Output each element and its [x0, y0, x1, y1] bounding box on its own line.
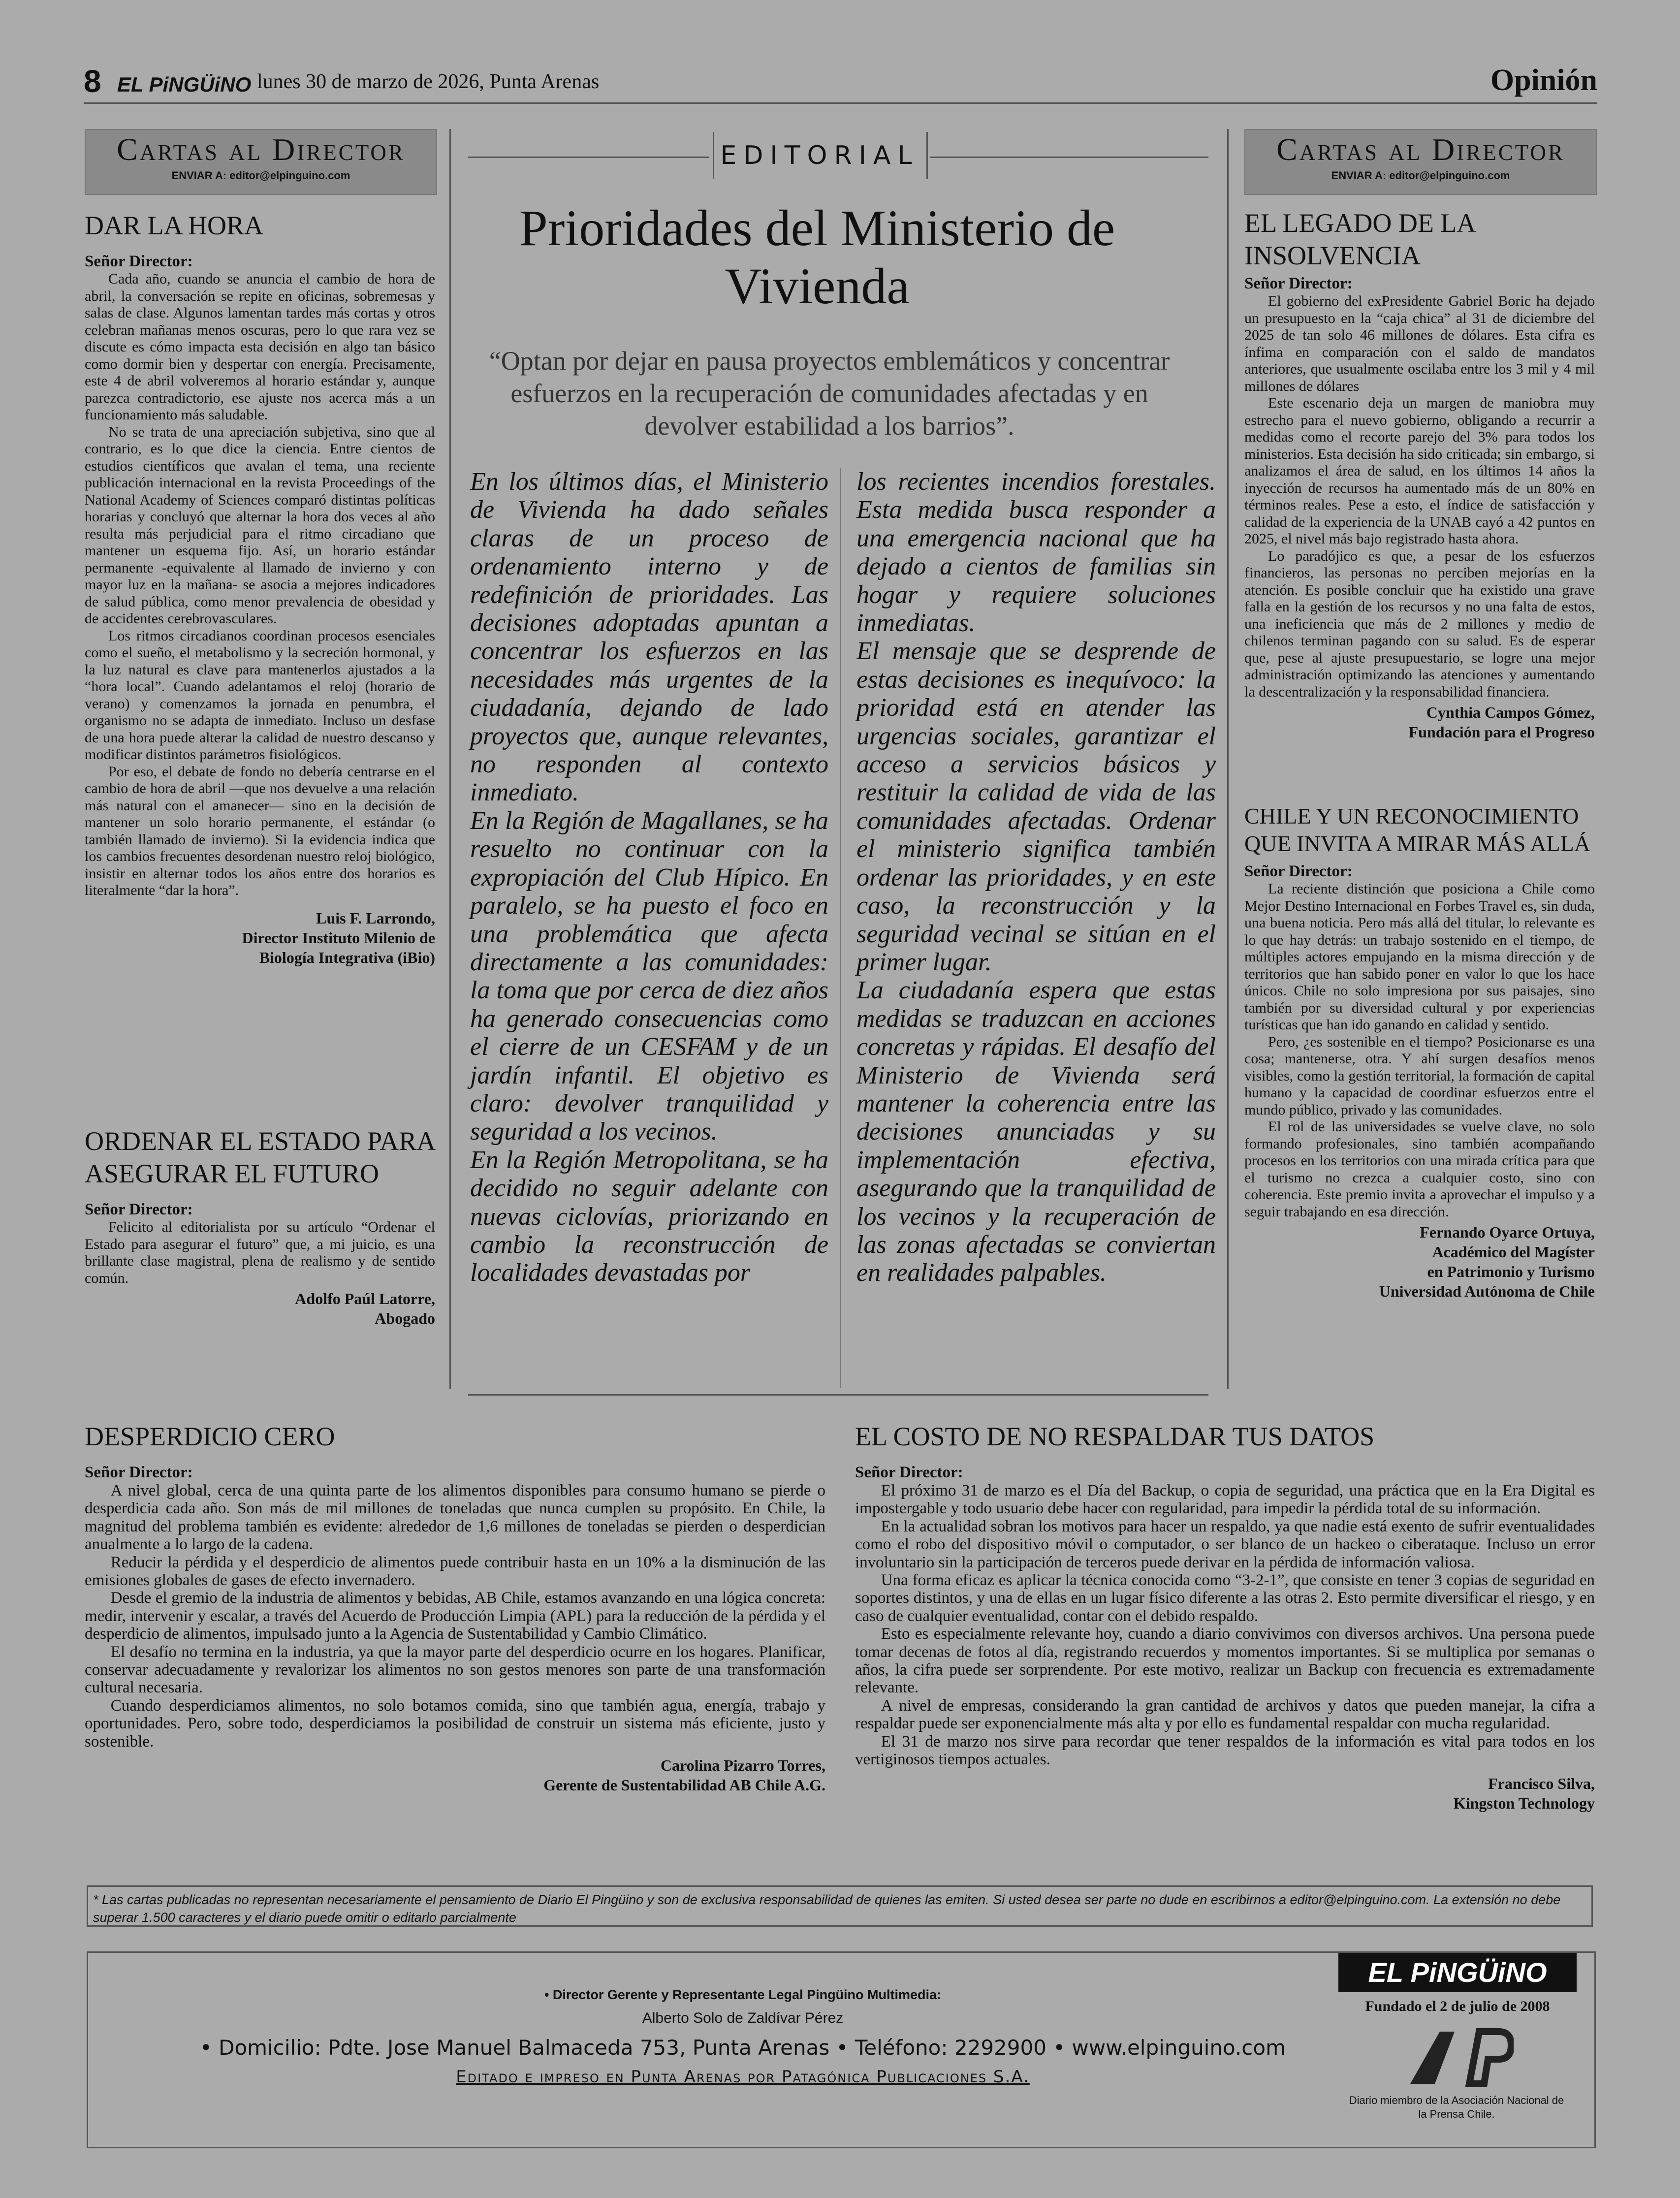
letter-paragraph: Cada año, cuando se anuncia el cambio de hora de abril, la conversación se repite en oficinas, sobremesas y salas de clase. Algunos lamentan tardes más cortas y otros celebran mañanas menos oscuras, pero lo que rara vez se discute es cómo impacta esta decisión en algo tan básico como dormir bien y despertar con energía. Precisamente, este 4 de abril volveremos al horario estándar y, aunque parezca contradictorio, ese ajuste nos acerca más a un funcionamiento más saludable.	[85, 271, 435, 423]
signature-line: Luis F. Larrondo,	[316, 909, 435, 927]
section-name: Opinión	[1490, 64, 1597, 97]
letter-paragraph: Desde el gremio de la industria de alimentos y bebidas, AB Chile, estamos avanzando en una lógica concreta: medir, intervenir y escalar, a través del Acuerdo de Producción Limpia (APL) para la reducción de la pérdida y el desperdicio de alimentos, impulsado junto a la Agencia de Sustentabilidad y Cambio Climático.	[85, 1589, 825, 1643]
letter-signature	[1244, 702, 1595, 742]
letter-desperdicio-cero	[85, 1420, 825, 1795]
editorial-column-rule	[840, 468, 841, 1388]
disclaimer-box: * Las cartas publicadas no representan necesariamente el pensamiento de Diario El Pingüino y son de exclusiva responsabilidad de quienes las emiten. Si usted desea ser parte no dude en escribirnos a editor@elpinguino.com. La extensión no debe superar 1.500 caracteres y el diario puede omitir o editarlo parcialmente	[87, 1885, 1593, 1927]
cartas-email[interactable]: ENVIAR A: editor@elpinguino.com	[171, 169, 350, 182]
editorial-label: EDITORIAL	[720, 141, 919, 170]
letter-paragraph: Este escenario deja un margen de maniobra muy estrecho para el nuevo gobierno, obligando a recurrir a medidas como el recorte parejo del 3% para todos los ministerios. Esta decisión ha sido criticada; sin embargo, si analizamos el área de salud, en los últimos 14 años la inyección de recursos ha aumentado más de un 80% en términos reales. Pese a esto, el índice de satisfacción y calidad de la experiencia de la UNAB cayó a 42 puntos en 2025, el nivel más bajo registrado hasta ahora.	[1244, 395, 1595, 547]
letter-paragraph: El 31 de marzo nos sirve para recordar que tener respaldos de la información es vital para todos en los vertiginosos tiempos actuales.	[855, 1732, 1595, 1769]
signature-line: Cynthia Campos Gómez,	[1426, 703, 1595, 721]
cartas-email[interactable]: ENVIAR A: editor@elpinguino.com	[1331, 169, 1510, 182]
signature-line: Adolfo Paúl Latorre,	[295, 1290, 435, 1307]
signature-line: Biología Integrativa (iBio)	[259, 948, 435, 966]
letter-legado-insolvencia	[1244, 207, 1595, 742]
letter-salutation: Señor Director:	[85, 253, 193, 270]
signature-line: Kingston Technology	[1453, 1794, 1595, 1812]
letter-salutation: Señor Director:	[85, 1201, 193, 1218]
letter-title: EL COSTO DE NO RESPALDAR TUS DATOS	[855, 1422, 1375, 1451]
signature-line: Académico del Magíster	[1432, 1243, 1595, 1261]
cartas-box-left	[85, 129, 437, 195]
letter-paragraph: Una forma eficaz es aplicar la técnica conocida como “3-2-1”, que consiste en tener 3 copias de seguridad en soportes distintos, y una de ellas en un lugar físico diferente a las otras 2. Esto permite diversificar el riesgo, y en caso de cualquier eventualidad, contar con el debido respaldo.	[855, 1571, 1595, 1625]
anp-logo-icon	[1405, 2022, 1514, 2089]
editorial-bottom-rule	[468, 1394, 1208, 1396]
letter-paragraph: Reducir la pérdida y el desperdicio de alimentos puede contribuir hasta en un 10% a la disminución de las emisiones globales de gases de efecto invernadero.	[85, 1553, 825, 1590]
footer-role: • Director Gerente y Representante Legal Pingüino Multimedia:	[544, 1987, 942, 2002]
letter-salutation: Señor Director:	[85, 1464, 193, 1481]
letter-chile-reconocimiento	[1244, 802, 1595, 1301]
editorial-column-1	[470, 468, 828, 1287]
letter-signature	[85, 1289, 435, 1328]
letter-title: DAR LA HORA	[85, 211, 264, 240]
letter-salutation: Señor Director:	[855, 1464, 963, 1481]
cartas-title: Cartas al Director	[117, 132, 405, 167]
letter-ordenar-estado	[85, 1125, 435, 1328]
letter-paragraph: El desafío no termina en la industria, ya que la mayor parte del desperdicio ocurre en los hogares. Planificar, conservar adecuadamente y revalorizar los alimentos no son gestos menores son parte de una transformación cultural necesaria.	[85, 1643, 825, 1697]
editorial-title: Prioridades del Ministerio de Vivienda	[519, 200, 1115, 315]
anp-logo-svg	[1405, 2022, 1514, 2089]
footer-director: Alberto Solo de Zaldívar Pérez	[642, 2010, 844, 2026]
signature-line: Carolina Pizarro Torres,	[660, 1756, 825, 1775]
signature-line: en Patrimonio y Turismo	[1427, 1263, 1595, 1280]
signature-line: Universidad Autónoma de Chile	[1379, 1282, 1595, 1300]
letter-title: ORDENAR EL ESTADO PARA ASEGURAR EL FUTURO	[85, 1126, 435, 1188]
page-header	[84, 63, 1597, 104]
letter-paragraph: Pero, ¿es sostenible en el tiempo? Posicionarse es una cosa; mantenerse, otra. Y ahí surgen desafíos menos visibles, como la gestión territorial, la formación de capital humano y la capacidad de coordinar esfuerzos entre el mundo público, privado y las comunidades.	[1244, 1033, 1595, 1118]
letter-paragraph: El próximo 31 de marzo es el Día del Backup, o copia de seguridad, una práctica que en la Era Digital es impostergable y todo usuario debe hacer con regularidad, para impedir la pérdida total de su información.	[855, 1482, 1595, 1518]
column-rule	[449, 129, 451, 1389]
letter-salutation: Señor Director:	[1244, 275, 1353, 292]
editorial-rule	[926, 132, 928, 179]
editorial-rule	[468, 157, 709, 158]
letter-signature	[85, 908, 435, 967]
letter-paragraph: A nivel global, cerca de una quinta parte de los alimentos disponibles para consumo humano se pierde o desperdicia cada año. Son más de mil millones de toneladas que nunca cumplen su propósito. En Chile, la magnitud del problema también es evidente: alrededor de 1,6 millones de toneladas se pierden o desperdician anualmente a lo largo de la cadena.	[85, 1482, 825, 1554]
signature-line: Gerente de Sustentabilidad AB Chile A.G.	[543, 1776, 825, 1794]
editorial-rule	[930, 157, 1208, 158]
editorial-paragraph: En la Región de Magallanes, se ha resuelto no continuar con la expropiación del Club Hípico. En paralelo, se ha puesto el foco en una problemática que afecta directamente a las comunidades: la toma que por cerca de diez años ha generado consecuencias como el cierre de un CESFAM y de un jardín infantil. El objetivo es claro: devolver tranquilidad y seguridad a los vecinos.	[470, 806, 828, 1146]
letter-paragraph: No se trata de una apreciación subjetiva, sino que al contrario, es lo que dice la ciencia. Entre cientos de estudios científicos que avalan el tema, una reciente publicación internacional en la revista Proceedings of the National Academy of Sciences comparó distintas políticas horarias y concluyó que alternar la hora dos veces al año resulta más perjudicial para el ritmo circadiano que mantener un esquema fijo. Así, un horario estándar permanente -equivalente al llamado de invierno y con mayor luz en la mañana- se asocia a mejores indicadores de salud pública, como menor prevalencia de obesidad y de accidentes cerebrovasculares.	[85, 423, 435, 627]
letter-paragraph: A nivel de empresas, considerando la gran cantidad de archivos y datos que pueden manejar, la cifra a respaldar puede ser exponencialmente más alta y por ello es fundamental respaldar con mucha regularidad.	[855, 1696, 1595, 1733]
letter-paragraph: Felicito al editorialista por su artículo “Ordenar el Estado para asegurar el futuro” que, a mi juicio, es una brillante clase magistral, plena de realismo y de sentido común.	[85, 1219, 435, 1286]
letter-title: CHILE Y UN RECONOCIMIENTO QUE INVITA A MIRAR MÁS ALLÁ	[1244, 803, 1590, 856]
letter-signature	[855, 1774, 1595, 1813]
letter-costo-respaldar	[855, 1420, 1595, 1813]
cartas-title: Cartas al Director	[1276, 132, 1565, 167]
editorial-paragraph: En la Región Metropolitana, se ha decidido no seguir adelante con nuevas ciclovías, priorizando en cambio la reconstrucción de localidades devastadas por	[470, 1146, 828, 1287]
signature-line: Abogado	[375, 1309, 435, 1327]
editorial-paragraph: El mensaje que se desprende de estas decisiones es inequívoco: la prioridad está en atender las urgencias sociales, garantizar el acceso a servicios básicos y restituir la calidad de vida de las comunidades afectadas. Ordenar el ministerio significa también ordenar las prioridades, y en este caso, la reconstrucción y la seguridad vecinal se sitúan en el primer lugar.	[856, 637, 1216, 976]
footer-founded: Fundado el 2 de julio de 2008	[1365, 1998, 1550, 2014]
letter-paragraph: El gobierno del exPresidente Gabriel Boric ha dejado un presupuesto en la “caja chica” al 31 de diciembre del 2025 de tan solo 46 millones de dólares. Esta cifra es ínfima en comparación con el saldo de mandatos anteriores, que usualmente oscilaba entre los 3 mil y 4 mil millones de dólares	[1244, 293, 1595, 394]
column-rule	[1227, 129, 1229, 1389]
letter-signature	[85, 1755, 825, 1795]
anp-caption: Diario miembro de la Asociación Nacional de la Prensa Chile.	[1349, 2094, 1564, 2120]
footer-logo: EL PiNGÜiNO	[1338, 1953, 1577, 1992]
editorial-lead: “Optan por dejar en pausa proyectos emblemáticos y concentrar esfuerzos en la recuperación de comunidades afectadas y en devolver estabilidad a los barrios”.	[489, 346, 1170, 441]
signature-line: Fundación para el Progreso	[1408, 723, 1595, 741]
letter-paragraph: Esto es especialmente relevante hoy, cuando a diario convivimos con diversos archivos. Una persona puede tomar decenas de fotos al día, registrando recuerdos y momentos importantes. Si se multiplica por semanas o años, la cifra puede ser sorprendente. Por este motivo, realizar un Backup con frecuencia es extremadamente relevante.	[855, 1625, 1595, 1697]
letter-salutation: Señor Director:	[1244, 862, 1353, 880]
editorial-paragraph: En los últimos días, el Ministerio de Vivienda ha dado señales claras de un proceso de ordenamiento interno y de redefinición de prioridades. Las decisiones adoptadas apuntan a concentrar los esfuerzos en las necesidades más urgentes de la ciudadanía, dejando de lado proyectos que, aunque relevantes, no responden al contexto inmediato.	[470, 468, 828, 807]
masthead-logo: EL PiNGÜiNO	[117, 73, 252, 96]
letter-paragraph: Cuando desperdiciamos alimentos, no solo botamos comida, sino que también agua, energía, trabajo y oportunidades. Pero, sobre todo, desperdiciamos la posibilidad de construir un sistema más eficiente, justo y sostenible.	[85, 1696, 825, 1751]
letter-dar-la-hora	[85, 209, 435, 967]
letter-paragraph: Por eso, el debate de fondo no debería centrarse en el cambio de hora de abril —que nos devuelve a una relación más natural con el amanecer— sino en la decisión de mantener un solo horario permanente, el estándar (o también llamado de invierno). Si la evidencia indica que los cambios frecuentes desordenan nuestro reloj biológico, insistir en alternar todos los años entre dos horarios es literalmente “dar la hora”.	[85, 763, 435, 898]
letter-signature	[1244, 1222, 1595, 1301]
footer-box	[87, 1951, 1596, 2148]
signature-line: Francisco Silva,	[1488, 1774, 1595, 1792]
letter-title: EL LEGADO DE LA INSOLVENCIA	[1244, 208, 1475, 270]
letter-paragraph: Los ritmos circadianos coordinan procesos esenciales como el sueño, el metabolismo y la secreción hormonal, y la luz natural es clave para mantenerlos ajustados a la “hora local”. Cuando adelantamos el reloj (horario de verano) y comenzamos la jornada en penumbra, el organismo no se adapta de inmediato. Incluso un desfase de una hora puede alterar la calidad de nuestro descanso y modificar distintos parámetros fisiológicos.	[85, 627, 435, 763]
signature-line: Fernando Oyarce Ortuya,	[1420, 1223, 1595, 1241]
cartas-box-right	[1244, 129, 1597, 195]
editorial-paragraph: La ciudadanía espera que estas medidas se traduzcan en acciones concretas y rápidas. El desafío del Ministerio de Vivienda será mantener la coherencia entre las decisiones anunciadas y su implementación efectiva, asegurando que la tranquilidad de los vecinos y la recuperación de las zonas afectadas se conviertan en realidades palpables.	[856, 976, 1216, 1287]
footer-printed: Editado e impreso en Punta Arenas por Patagónica Publicaciones S.A.	[456, 2067, 1030, 2087]
editorial-column-2	[856, 468, 1216, 1287]
editorial-paragraph: los recientes incendios forestales. Esta medida busca responder a una emergencia nacional que ha dejado a cientos de familias sin hogar y requiere soluciones inmediatas.	[856, 468, 1216, 637]
letter-paragraph: La reciente distinción que posiciona a Chile como Mejor Destino Internacional en Forbes Travel es, sin duda, una buena noticia. Pero más allá del titular, lo relevante es lo que hay detrás: un trabajo sostenido en el tiempo, de múltiples actores empujando en la misma dirección y de territorios que han sabido poner en valor lo que los hace únicos. Chile no solo impresiona por sus paisajes, sino también por su diversidad cultural y por experiencias turísticas que han ido ganando en calidad y sentido.	[1244, 881, 1595, 1033]
letter-paragraph: El rol de las universidades se vuelve clave, no solo formando profesionales, sino también acompañando procesos en los territorios con una mirada crítica para que el turismo no crezca a cualquier costo, sino con coherencia. Este premio invita a aprovechar el impulso y a seguir trabajando en esa dirección.	[1244, 1118, 1595, 1220]
page-number: 8	[84, 64, 101, 99]
letter-paragraph: Lo paradójico es que, a pesar de los esfuerzos financieros, las personas no perciben mejorías en la atención. Es posible concluir que ha existido una grave falla en la gestión de los recursos y no una falta de estos, una ineficiencia que más de 2 millones y medio de chilenos terminan pagando con su salud. Es de esperar que, pese al ajuste presupuestario, se logre una mejor administración optimizando las atenciones y aumentando la descentralización y la responsabilidad financiera.	[1244, 547, 1595, 700]
letter-title: DESPERDICIO CERO	[85, 1422, 335, 1451]
footer-address: • Domicilio: Pdte. Jose Manuel Balmaceda 753, Punta Arenas • Teléfono: 2292900 • www.elpinguino.com	[200, 2036, 1286, 2060]
dateline: lunes 30 de marzo de 2026, Punta Arenas	[257, 70, 600, 93]
signature-line: Director Instituto Milenio de	[242, 928, 435, 947]
letter-paragraph: En la actualidad sobran los motivos para hacer un respaldo, ya que nadie está exento de sufrir eventualidades como el robo del dispositivo móvil o computador, o ser blanco de un hackeo o ciberataque. Incluso un error involuntario sin la participación de terceros puede derivar en la pérdida de información valiosa.	[855, 1517, 1595, 1571]
